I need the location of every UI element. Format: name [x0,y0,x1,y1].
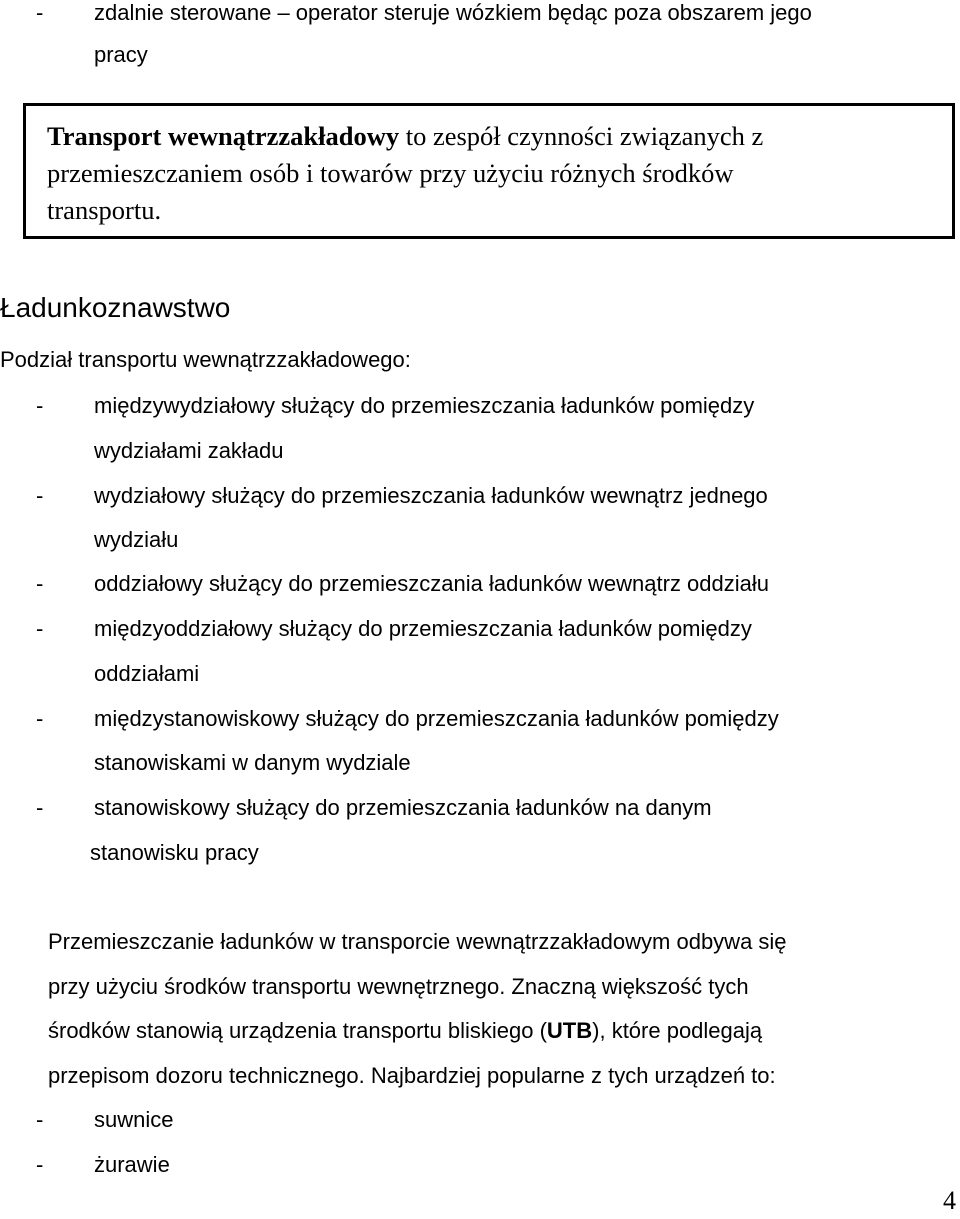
list-item-text: wydziałowy służący do przemieszczania ładunków wewnątrz jednego [94,483,768,508]
definition-line2: przemieszczaniem osób i towarów przy użyciu różnych środków [47,158,734,188]
list-item-text: oddziałowy służący do przemieszczania ładunków wewnątrz oddziału [94,571,770,596]
list-item-text: międzywydziałowy służący do przemieszczania ładunków pomiędzy [94,393,755,418]
paragraph-line2: przy użyciu środków transportu wewnętrznego. Znaczną większość tych [48,974,749,999]
list-item-text-continued: oddziałami [94,661,200,686]
list-item-text-continued: wydziałami zakładu [94,438,284,463]
list-item-text: międzyoddziałowy służący do przemieszczania ładunków pomiędzy [94,616,752,641]
device-item: suwnice [94,1107,174,1132]
intro-text: Podział transportu wewnątrzzakładowego: [0,347,411,372]
definition-box [23,103,955,239]
list-item-text: zdalnie sterowane – operator steruje wózkiem będąc poza obszarem jego [94,0,812,25]
list-dash: - [36,795,44,820]
list-dash: - [36,616,44,641]
list-dash: - [36,1107,44,1132]
list-dash: - [36,1152,44,1177]
paragraph-line3-b: ), które podlegają [592,1018,763,1043]
list-item-text-continued: pracy [94,42,148,67]
paragraph-line3 [48,1016,762,1046]
definition-term: Transport wewnątrzzakładowy [47,121,400,151]
list-dash: - [36,393,44,418]
list-dash: - [36,706,44,731]
list-dash: - [36,0,44,25]
list-item-text-continued: stanowisku pracy [90,840,259,865]
paragraph-line3-a: środków stanowią urządzenia transportu bliskiego ( [48,1018,547,1043]
list-dash: - [36,571,44,596]
list-item-text: międzystanowiskowy służący do przemieszczania ładunków pomiędzy [94,706,779,731]
definition-line3: transportu. [47,195,162,225]
definition-text [47,118,937,229]
list-item-text-continued: stanowiskami w danym wydziale [94,750,411,775]
device-item: żurawie [94,1152,170,1177]
page-number: 4 [943,1186,956,1215]
paragraph-line1: Przemieszczanie ładunków w transporcie wewnątrzzakładowym odbywa się [48,929,787,954]
list-dash: - [36,483,44,508]
section-heading: Ładunkoznawstwo [0,292,231,323]
list-item-text-continued: wydziału [94,527,179,552]
list-item-text: stanowiskowy służący do przemieszczania ładunków na danym [94,795,712,820]
abbreviation-utb: UTB [546,1018,593,1043]
paragraph-line4: przepisom dozoru technicznego. Najbardziej popularne z tych urządzeń to: [48,1063,776,1088]
definition-line1: to zespół czynności związanych z [399,121,764,151]
